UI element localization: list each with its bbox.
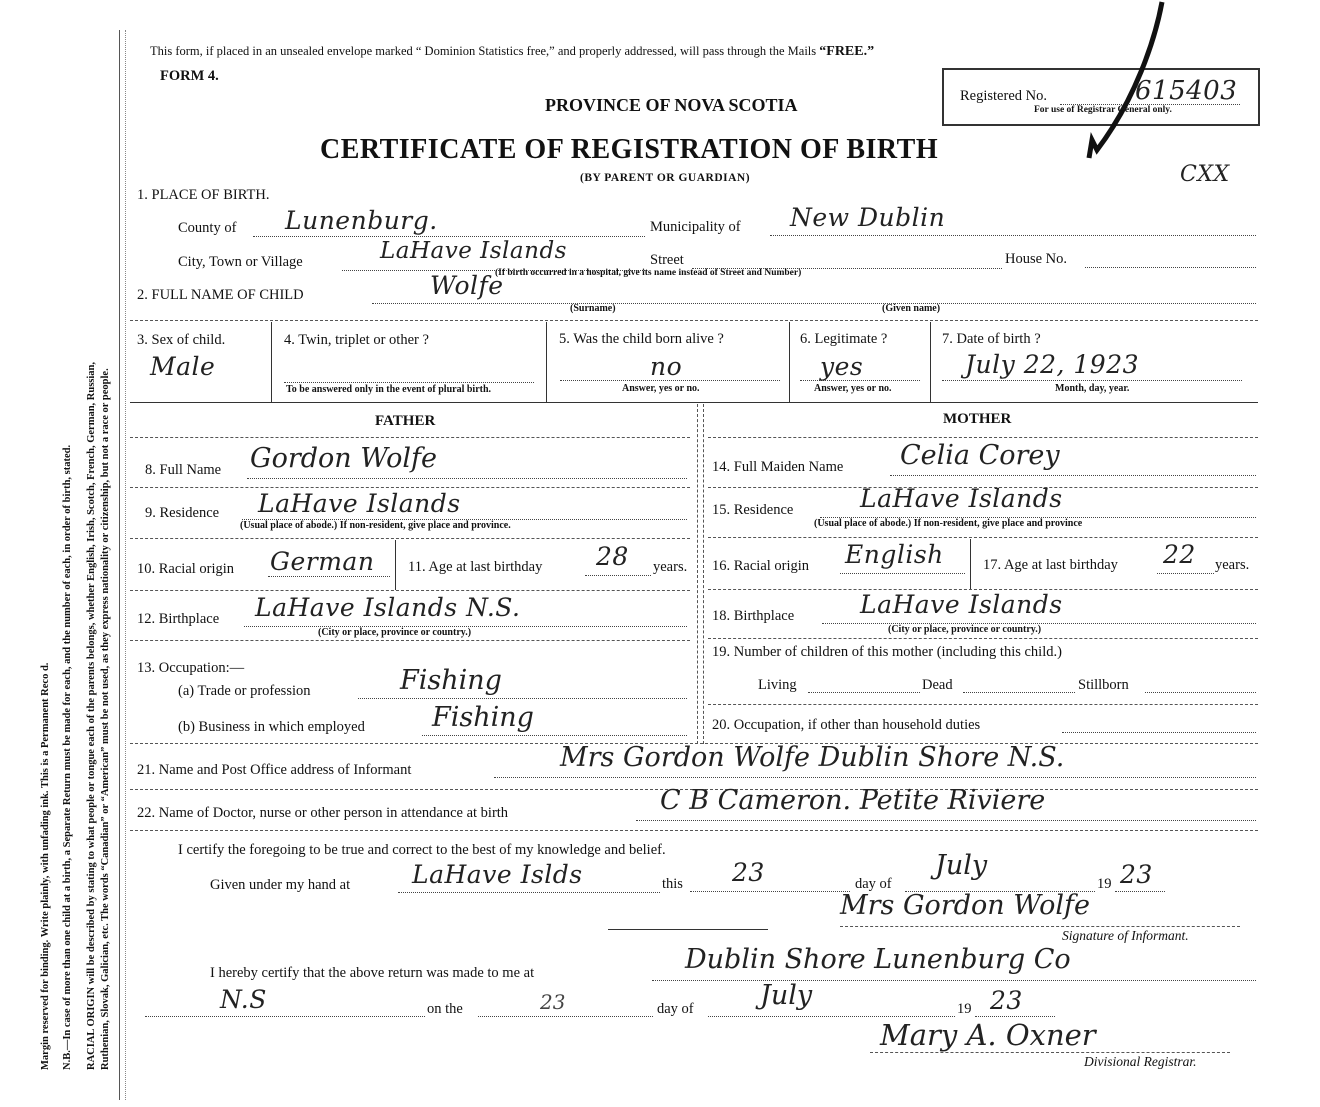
trade-label: (a) Trade or profession [178, 683, 311, 699]
born-alive-value: no [650, 352, 683, 381]
father-years: years. [653, 559, 688, 575]
surname-note: (Surname) [570, 303, 616, 314]
municipality-label: Municipality of [650, 219, 741, 235]
born-alive-note: Answer, yes or no. [622, 383, 700, 394]
mother-occupation-label: 20. Occupation, if other than household duties [712, 717, 981, 733]
given-this-label: this [662, 876, 683, 892]
given-year-value: 23 [1120, 860, 1153, 889]
date-of-birth-label: 7. Date of birth ? [942, 331, 1041, 347]
registrar-on-the-label: on the [427, 1001, 463, 1017]
informant-signature-label: Signature of Informant. [1062, 928, 1189, 943]
given-place-value: LaHave Islds [412, 860, 583, 889]
mother-racial-label: 16. Racial origin [712, 558, 810, 574]
given-under-label: Given under my hand at [210, 877, 351, 893]
mother-birthplace-value: LaHave Islands [860, 590, 1063, 619]
form-number: FORM 4. [160, 68, 219, 84]
child-surname-value: Wolfe [430, 271, 504, 300]
father-age-value: 28 [596, 542, 629, 571]
margin-rule-dotted [125, 30, 126, 1100]
mother-residence-value: LaHave Islands [860, 484, 1063, 513]
registrar-signature: Mary A. Oxner [880, 1018, 1096, 1052]
page-title: CERTIFICATE OF REGISTRATION OF BIRTH [320, 134, 939, 165]
registrar-signature-label: Divisional Registrar. [1084, 1054, 1197, 1069]
father-name-label: 8. Full Name [145, 462, 222, 478]
house-number-label: House No. [1005, 251, 1068, 267]
father-racial-label: 10. Racial origin [137, 561, 235, 577]
mother-residence-label: 15. Residence [712, 502, 794, 518]
registrar-province-value: N.S [220, 985, 267, 1014]
mother-years: years. [1215, 557, 1250, 573]
father-residence-label: 9. Residence [145, 505, 220, 521]
mother-name-value: Celia Corey [900, 440, 1060, 471]
registered-number-value: 615403 [1135, 76, 1238, 106]
father-racial-value: German [270, 547, 375, 576]
registered-number-note: For use of Registrar General only. [1034, 105, 1172, 115]
county-value: Lunenburg. [285, 206, 438, 235]
registrar-day-value: 23 [540, 990, 566, 1014]
county-label: County of [178, 220, 237, 236]
child-name-label: 2. FULL NAME OF CHILD [137, 287, 304, 303]
margin-note-racial-origin-1: RACIAL ORIGIN will be described by stating to what people or tongue each of the parents belongs, whether English, Irish, Scotch, French, German, Russian, [86, 361, 97, 1070]
city-value: LaHave Islands [380, 238, 567, 264]
children-stillborn-label: Stillborn [1078, 677, 1129, 693]
father-residence-value: LaHave Islands [258, 489, 461, 518]
mother-residence-note: (Usual place of abode.) If non-resident, give place and province [814, 518, 1083, 529]
sex-label: 3. Sex of child. [137, 332, 226, 348]
margin-note-binding: Margin reserved for binding. Write plainly, with unfading ink. This is a Permanent Reco d. [40, 662, 51, 1070]
born-alive-label: 5. Was the child born alive ? [559, 331, 724, 347]
doctor-value: C B Cameron. Petite Riviere [660, 785, 1046, 816]
father-heading: FATHER [375, 413, 436, 429]
column-divider [697, 404, 698, 744]
hospital-note: (If birth occurred in a hospital, give its name instead of Street and Number) [495, 268, 802, 278]
mother-racial-value: English [845, 540, 944, 569]
mother-age-value: 22 [1163, 540, 1196, 569]
mother-birthplace-label: 18. Birthplace [712, 608, 795, 624]
children-dead-label: Dead [922, 677, 953, 693]
children-living-label: Living [758, 677, 797, 693]
registrar-check-mark [1080, 0, 1170, 165]
children-count-label: 19. Number of children of this mother (including this child.) [712, 644, 1062, 660]
doctor-label: 22. Name of Doctor, nurse or other person in attendance at birth [137, 805, 509, 821]
municipality-value: New Dublin [790, 203, 946, 232]
business-label: (b) Business in which employed [178, 719, 365, 735]
given-day-of-label: day of [855, 876, 892, 892]
given-month-value: July [935, 850, 988, 881]
informant-value: Mrs Gordon Wolfe Dublin Shore N.S. [560, 742, 1065, 773]
page-subtitle: (BY PARENT OR GUARDIAN) [580, 172, 751, 184]
father-birthplace-label: 12. Birthplace [137, 611, 220, 627]
city-label: City, Town or Village [178, 254, 303, 270]
father-residence-note: (Usual place of abode.) If non-resident, give place and province. [240, 520, 511, 531]
legitimate-note: Answer, yes or no. [814, 383, 892, 394]
sex-value: Male [150, 352, 216, 381]
mother-name-label: 14. Full Maiden Name [712, 459, 844, 475]
margin-rule [119, 30, 120, 1100]
registered-number-label: Registered No. [960, 88, 1047, 104]
given-year-prefix: 19 [1097, 876, 1112, 892]
margin-note-racial-origin-2: Ruthenian, Slovak, Galician, etc. The words “Canadian” or “American” must be not used, as they express nationality or citizenship, but not a race or people. [100, 368, 111, 1070]
occupation-label: 13. Occupation:— [137, 660, 245, 676]
father-age-label: 11. Age at last birthday [408, 559, 543, 575]
twin-label: 4. Twin, triplet or other ? [284, 332, 429, 348]
father-birthplace-note: (City or place, province or country.) [318, 627, 472, 638]
margin-note-multiple-births: N.B.—In case of more than one child at a birth, a Separate Return must be made for each, and the number of each, in order of birth, stated. [62, 444, 73, 1070]
mother-birthplace-note: (City or place, province or country.) [888, 624, 1042, 635]
registrar-certify-text: I hereby certify that the above return was made to me at [210, 965, 535, 981]
trade-value: Fishing [400, 665, 502, 696]
business-value: Fishing [432, 702, 534, 733]
place-of-birth-label: 1. PLACE OF BIRTH. [137, 187, 270, 203]
mother-heading: MOTHER [943, 411, 1012, 427]
date-of-birth-value: July 22, 1923 [965, 350, 1140, 379]
informant-signature: Mrs Gordon Wolfe [840, 890, 1091, 921]
given-day-value: 23 [732, 858, 765, 887]
mail-note: This form, if placed in an unsealed envelope marked “ Dominion Statistics free,” and properly addressed, will pass through the Mails “FREE.” [150, 44, 875, 59]
registrar-year-value: 23 [990, 986, 1023, 1015]
informant-label: 21. Name and Post Office address of Informant [137, 762, 412, 778]
legitimate-value: yes [820, 352, 864, 381]
registrar-month-value: July [760, 980, 813, 1011]
given-name-note: (Given name) [882, 303, 941, 314]
certify-text: I certify the foregoing to be true and correct to the best of my knowledge and belief. [178, 842, 666, 858]
street-label: Street [650, 252, 684, 268]
corner-mark: CXX [1180, 162, 1230, 187]
registrar-place-value: Dublin Shore Lunenburg Co [685, 944, 1071, 975]
date-of-birth-note: Month, day, year. [1055, 383, 1130, 394]
legitimate-label: 6. Legitimate ? [800, 331, 888, 347]
registrar-year-prefix: 19 [957, 1001, 972, 1017]
twin-note: To be answered only in the event of plural birth. [286, 384, 492, 395]
province-heading: PROVINCE OF NOVA SCOTIA [545, 95, 798, 115]
mother-age-label: 17. Age at last birthday [983, 557, 1118, 573]
father-birthplace-value: LaHave Islands N.S. [255, 593, 521, 622]
registrar-day-of-label: day of [657, 1001, 694, 1017]
father-name-value: Gordon Wolfe [250, 443, 438, 474]
